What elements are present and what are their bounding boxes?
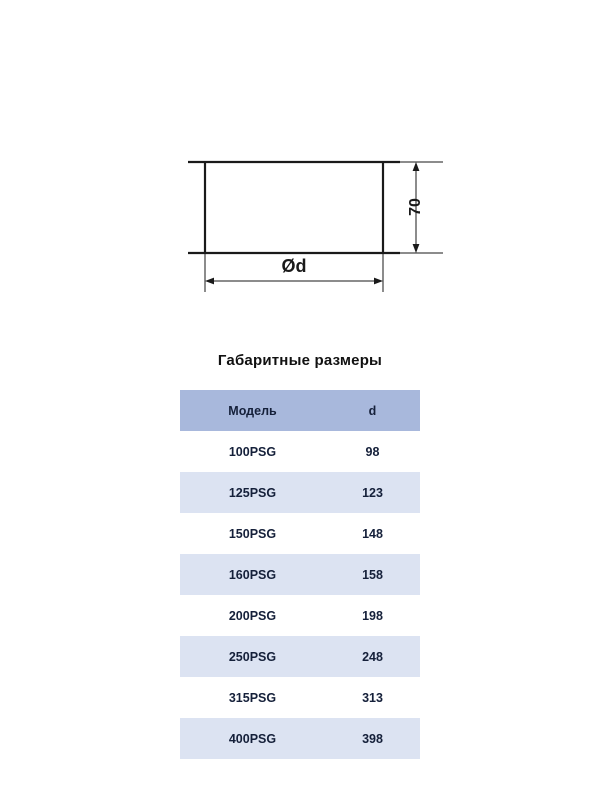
technical-drawing: [0, 0, 600, 330]
cell-d: 198: [325, 595, 420, 636]
cell-model: 250PSG: [180, 636, 325, 677]
arrow-up-icon: [413, 162, 420, 171]
cell-model: 315PSG: [180, 677, 325, 718]
cell-model: 200PSG: [180, 595, 325, 636]
arrow-right-icon: [374, 278, 383, 285]
cell-d: 123: [325, 472, 420, 513]
table-header-row: [180, 390, 420, 431]
table-row: [180, 472, 420, 513]
table-row: [180, 554, 420, 595]
cell-model: 400PSG: [180, 718, 325, 759]
arrow-down-icon: [413, 244, 420, 253]
dimensions-table: [180, 390, 420, 759]
dimensions-section: [180, 352, 420, 759]
cell-d: 398: [325, 718, 420, 759]
cell-model: 150PSG: [180, 513, 325, 554]
table-title: Габаритные размеры: [217, 352, 383, 369]
table-row: [180, 677, 420, 718]
cell-d: 148: [325, 513, 420, 554]
table-row: [180, 431, 420, 472]
cell-model: 100PSG: [180, 431, 325, 472]
table-row: [180, 636, 420, 677]
column-header-d: d: [325, 390, 420, 431]
table-row: [180, 595, 420, 636]
cell-model: 160PSG: [180, 554, 325, 595]
drawing-svg: [0, 0, 600, 330]
table-row: [180, 513, 420, 554]
cell-d: 98: [325, 431, 420, 472]
cell-model: 125PSG: [180, 472, 325, 513]
cell-d: 313: [325, 677, 420, 718]
table-row: [180, 718, 420, 759]
column-header-model: Модель: [180, 390, 325, 431]
cell-d: 158: [325, 554, 420, 595]
arrow-left-icon: [205, 278, 214, 285]
diameter-dimension-label: Ød: [281, 256, 307, 276]
height-dimension-label: 70: [407, 198, 425, 216]
cell-d: 248: [325, 636, 420, 677]
